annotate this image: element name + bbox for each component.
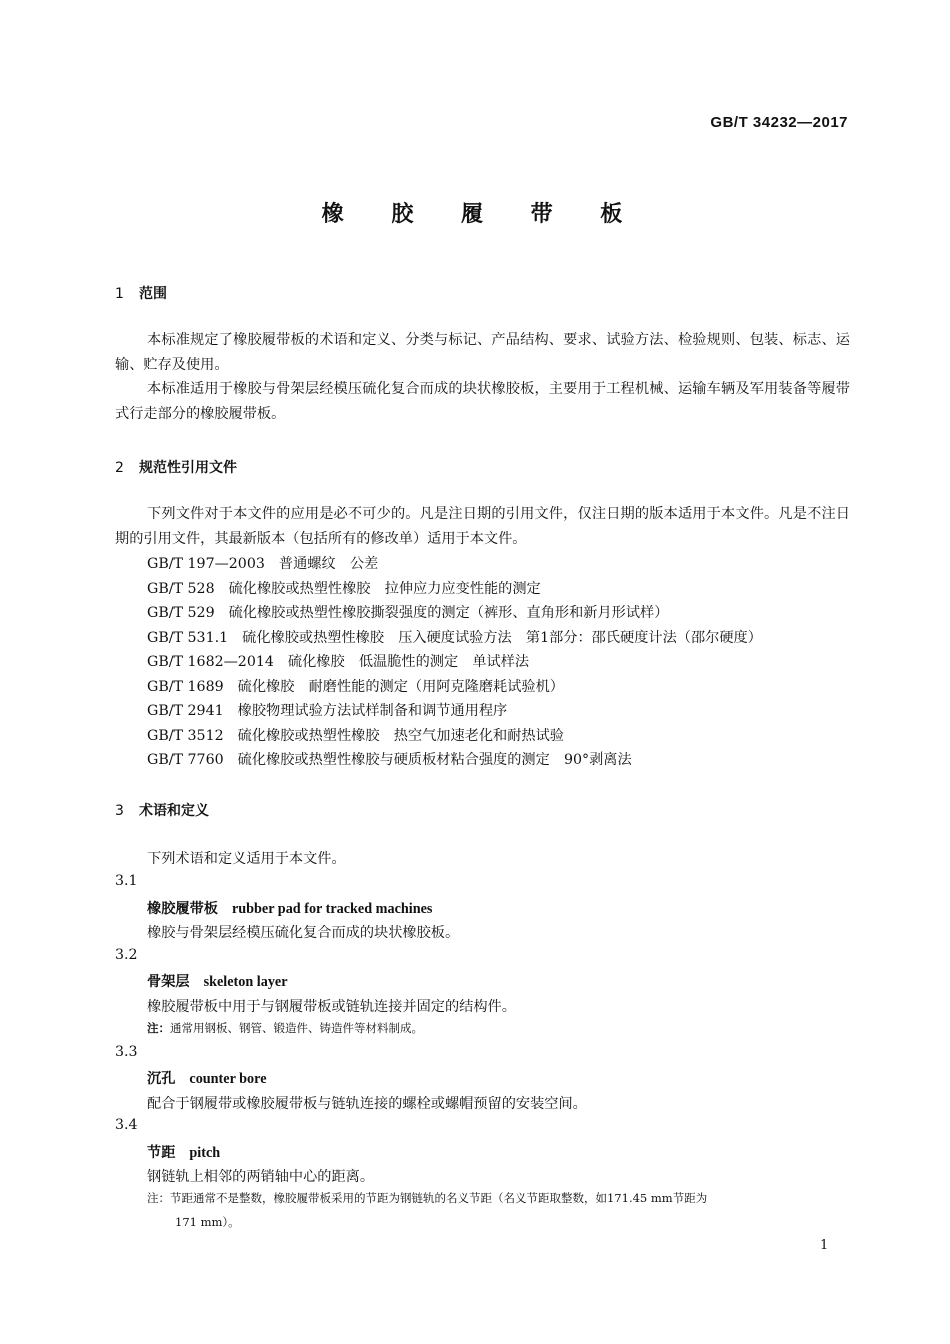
page-number: 1: [820, 1238, 829, 1253]
section-1-heading: [115, 283, 167, 303]
clause-number: 3.1: [115, 873, 138, 889]
reference-title: 普通螺纹 公差: [278, 556, 379, 572]
reference-item: [147, 725, 564, 745]
section-2-heading: [115, 457, 237, 477]
term-definition: 配合于钢履带或橡胶履带板与链轨连接的螺栓或螺帽预留的安装空间。: [147, 1096, 587, 1112]
clause-number: 3.4: [115, 1117, 138, 1133]
reference-code: GB/T 1682—2014: [147, 654, 274, 670]
reference-code: GB/T 197—2003: [147, 556, 265, 572]
reference-item: [147, 578, 541, 598]
term-english: skeleton layer: [203, 974, 288, 990]
reference-code: GB/T 528: [147, 581, 215, 597]
reference-code: GB/T 529: [147, 605, 215, 621]
section-number: 1: [115, 286, 124, 302]
term-entry: [147, 1142, 220, 1162]
terms-intro: 下列术语和定义适用于本文件。: [147, 851, 346, 867]
term-english: rubber pad for tracked machines: [231, 901, 433, 917]
reference-item: [147, 627, 762, 647]
note-label: 注：: [147, 1191, 170, 1205]
reference-item: [147, 602, 668, 622]
reference-code: GB/T 7760: [147, 752, 224, 768]
standard-number: GB/T 34232—2017: [710, 114, 848, 131]
reference-title: 硫化橡胶或热塑性橡胶 拉伸应力应变性能的测定: [228, 581, 541, 597]
section-number: 3: [115, 803, 124, 819]
reference-title: 硫化橡胶 耐磨性能的测定（用阿克隆磨耗试验机）: [237, 679, 564, 695]
section-3-heading: [115, 800, 209, 820]
reference-title: 硫化橡胶或热塑性橡胶与硬质板材粘合强度的测定 90°剥离法: [237, 752, 632, 768]
reference-item: [147, 676, 564, 696]
term-chinese: 节距: [147, 1145, 176, 1161]
term-definition: 橡胶履带板中用于与钢履带板或链轨连接并固定的结构件。: [147, 999, 516, 1015]
term-note: [147, 1186, 849, 1234]
section-number: 2: [115, 460, 124, 476]
note-text: 通常用钢板、钢管、锻造件、铸造件等材料制成。: [170, 1021, 423, 1035]
reference-title: 硫化橡胶或热塑性橡胶 热空气加速老化和耐热试验: [237, 728, 564, 744]
term-english: counter bore: [189, 1071, 267, 1087]
section-title: 规范性引用文件: [139, 460, 237, 476]
term-definition: 橡胶与骨架层经模压硫化复合而成的块状橡胶板。: [147, 925, 460, 941]
term-english: pitch: [189, 1145, 221, 1161]
term-entry: [147, 1068, 267, 1088]
document-title: 橡 胶 履 带 板: [321, 202, 643, 227]
reference-item: [147, 700, 507, 720]
reference-title: 橡胶物理试验方法试样制备和调节通用程序: [237, 703, 508, 719]
clause-number: 3.3: [115, 1044, 138, 1060]
reference-code: GB/T 3512: [147, 728, 224, 744]
note-label: 注：: [147, 1021, 170, 1035]
reference-title: 硫化橡胶 低温脆性的测定 单试样法: [287, 654, 530, 670]
scope-paragraph-2: 本标准适用于橡胶与骨架层经模压硫化复合而成的块状橡胶板，主要用于工程机械、运输车辆及军用装备等履带式行走部分的橡胶履带板。: [115, 381, 850, 422]
reference-item: [147, 651, 529, 671]
note-text: 节距通常不是整数，橡胶履带板采用的节距为钢链轨的名义节距（名义节距取整数，如171.45 mm节距为: [170, 1191, 708, 1205]
term-entry: [147, 898, 432, 918]
section-title: 范围: [139, 286, 167, 302]
reference-code: GB/T 1689: [147, 679, 224, 695]
reference-item: [147, 749, 632, 769]
reference-item: [147, 553, 378, 573]
term-chinese: 沉孔: [147, 1071, 176, 1087]
reference-code: GB/T 531.1: [147, 630, 229, 646]
reference-code: GB/T 2941: [147, 703, 224, 719]
note-text-continued: 171 mm）。: [175, 1215, 240, 1229]
reference-title: 硫化橡胶或热塑性橡胶撕裂强度的测定（裤形、直角形和新月形试样）: [228, 605, 669, 621]
references-intro: 下列文件对于本文件的应用是必不可少的。凡是注日期的引用文件，仅注日期的版本适用于本文件。凡是不注日期的引用文件，其最新版本（包括所有的修改单）适用于本文件。: [115, 506, 850, 547]
term-chinese: 橡胶履带板: [147, 901, 218, 917]
term-chinese: 骨架层: [147, 974, 190, 990]
term-definition: 钢链轨上相邻的两销轴中心的距离。: [147, 1169, 375, 1185]
reference-title: 硫化橡胶或热塑性橡胶 压入硬度试验方法 第1部分：邵氏硬度计法（邵尔硬度）: [242, 630, 762, 646]
scope-paragraph-1: 本标准规定了橡胶履带板的术语和定义、分类与标记、产品结构、要求、试验方法、检验规则、包装、标志、运输、贮存及使用。: [115, 332, 850, 373]
term-entry: [147, 971, 288, 991]
section-title: 术语和定义: [139, 803, 209, 819]
clause-number: 3.2: [115, 947, 138, 963]
term-note: [147, 1016, 849, 1040]
